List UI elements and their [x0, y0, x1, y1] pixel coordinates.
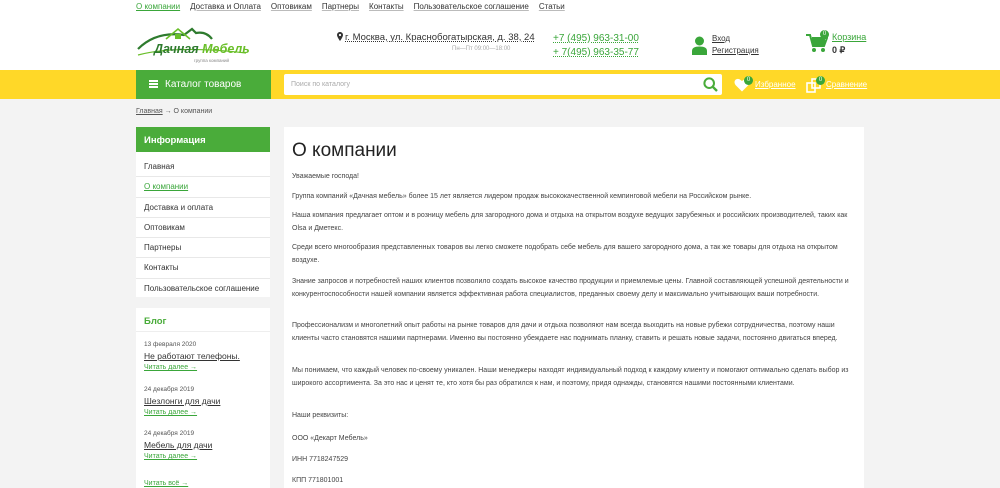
sidebar-menu: [136, 152, 270, 299]
content-paragraph: Наша компания предлагает оптом и в розницу мебель для загородного дома и отдыха на открытом воздухе ведущих зарубежных и российских производителей, таких как Olsa и Дметекс.: [292, 212, 848, 232]
phone-2[interactable]: + 7(495) 963-35-77: [553, 47, 639, 58]
compare[interactable]: [806, 76, 870, 94]
breadcrumb: [136, 108, 212, 115]
catalog-button[interactable]: Каталог товаров: [136, 70, 271, 99]
blog-post-read-more[interactable]: Читать далее →: [144, 364, 198, 371]
sidebar-item-contacts[interactable]: Контакты: [136, 258, 270, 278]
cart-count-badge: 0: [820, 30, 829, 39]
sidebar-item-partners[interactable]: Партнеры: [136, 238, 270, 258]
top-nav-contacts[interactable]: Контакты: [369, 2, 404, 11]
search-input[interactable]: [284, 74, 694, 95]
top-nav-links: [136, 2, 575, 11]
catalog-search-bar: [0, 70, 1000, 99]
top-nav-agreement[interactable]: Пользовательское соглашение: [413, 2, 529, 11]
sidebar-item-delivery[interactable]: Доставка и оплата: [136, 198, 270, 218]
top-nav-delivery[interactable]: Доставка и Оплата: [190, 2, 261, 11]
favorites-count-badge: 0: [744, 76, 753, 85]
blog-post: [144, 386, 220, 416]
main-content: [284, 127, 864, 488]
sidebar-blog: [136, 308, 270, 488]
content-paragraph: Уважаемые господа!: [292, 173, 359, 180]
sidebar-item-about[interactable]: О компании: [136, 177, 270, 197]
content-paragraph: Знание запросов и потребностей наших клиентов позволило создать высокое качество продукции и приемлемые цены. Главной составляющей успешной деятельности и конкурентоспособности нашей компании является эффективная работа специалистов, преданных своему делу и максимально учитывающих ваши потребности.: [292, 278, 849, 298]
auth-links: [712, 33, 759, 57]
top-nav-wholesale[interactable]: Оптовикам: [270, 2, 312, 11]
breadcrumb-home[interactable]: Главная: [136, 108, 163, 115]
top-nav-articles[interactable]: Статьи: [538, 2, 565, 11]
search-icon[interactable]: [703, 77, 718, 92]
logo-subtitle: группа компаний: [194, 58, 230, 63]
favorites-link[interactable]: Избранное: [755, 80, 796, 89]
sidebar-title: Информация: [136, 127, 270, 152]
address[interactable]: г. Москва, ул. Краснобогатырская, д. 38, 24: [337, 32, 535, 43]
site-header: [0, 15, 1000, 70]
cart-link[interactable]: Корзина: [832, 32, 867, 42]
content-paragraph: Профессионализм и многолетний опыт работы на рынке товаров для дачи и отдыха позволяют нам всегда выходить на новые рубежи сотрудничества, поэтому наши клиенты часто становятся нашими партнерами. Именно вы постоянно убеждаете нас поднимать планку, ставить и решать новые задачи, постоянно двигаться вперед.: [292, 322, 838, 342]
blog-post-date: 13 февраля 2020: [144, 341, 197, 348]
top-nav-about[interactable]: О компании: [136, 2, 181, 11]
compare-count-badge: 0: [816, 76, 825, 85]
top-navigation: [0, 0, 1000, 15]
logo[interactable]: [136, 25, 256, 65]
map-pin-icon: [337, 32, 343, 41]
search-box: [284, 74, 722, 95]
register-link[interactable]: Регистрация: [712, 46, 759, 55]
favorites[interactable]: [734, 76, 798, 94]
blog-read-all[interactable]: Читать всё →: [144, 480, 189, 487]
logo-text: Дачная Мебель: [154, 42, 250, 56]
blog-post-title[interactable]: Не работают телефоны.: [144, 351, 240, 361]
sidebar-info: [136, 127, 270, 297]
page-title: О компании: [292, 140, 397, 161]
blog-post: [144, 341, 240, 371]
breadcrumb-separator: →: [162, 108, 174, 115]
content-paragraph: ООО «Декарт Мебель»: [292, 435, 368, 442]
login-link[interactable]: Вход: [712, 34, 731, 43]
blog-post-date: 24 декабря 2019: [144, 386, 195, 393]
blog-title: Блог: [136, 308, 270, 332]
blog-post: [144, 430, 212, 460]
content-paragraph: Группа компаний «Дачная мебель» более 15 лет является лидером продаж высококачественной кемпинговой мебели на Российском рынке.: [292, 193, 752, 200]
cart-sum: 0 ₽: [832, 45, 846, 55]
content-paragraph: Мы понимаем, что каждый человек по-своему уникален. Наши менеджеры находят индивидуальный подход к каждому клиенту и помогают оптимально сделать выбор из широкого ассортимента. За это нас и ценят те, кто хотя бы раз обратился к нам, и поэтому, придя однажды, становятся нашими постоянными клиентами.: [292, 367, 849, 387]
phone-1[interactable]: +7 (495) 963-31-00: [553, 33, 639, 44]
top-nav-partners[interactable]: Партнеры: [321, 2, 360, 11]
content-paragraph: Среди всего многообразия представленных товаров вы легко сможете подобрать себе мебель для вашего загородного дома, а так же товары для отдыха на открытом воздухе.: [292, 244, 838, 264]
content-paragraph: ИНН 7718247529: [292, 456, 349, 463]
user-icon[interactable]: [692, 36, 707, 55]
blog-post-title[interactable]: Шезлонги для дачи: [144, 396, 221, 406]
sidebar-item-home[interactable]: Главная: [136, 157, 270, 177]
working-hours: Пн—Пт 09:00—18:00: [452, 46, 511, 52]
content-paragraph: КПП 771801001: [292, 477, 344, 484]
sidebar-item-wholesale[interactable]: Оптовикам: [136, 218, 270, 238]
blog-post-read-more[interactable]: Читать далее →: [144, 409, 198, 416]
phones: [553, 32, 639, 60]
blog-post-read-more[interactable]: Читать далее →: [144, 453, 198, 460]
content-paragraph: Наши реквизиты:: [292, 412, 349, 419]
compare-link[interactable]: Сравнение: [826, 80, 868, 89]
blog-post-title[interactable]: Мебель для дачи: [144, 440, 213, 450]
blog-post-date: 24 декабря 2019: [144, 430, 195, 437]
sidebar-item-agreement[interactable]: Пользовательское соглашение: [144, 283, 260, 293]
breadcrumb-current: О компании: [173, 108, 213, 115]
menu-icon: [149, 80, 158, 88]
